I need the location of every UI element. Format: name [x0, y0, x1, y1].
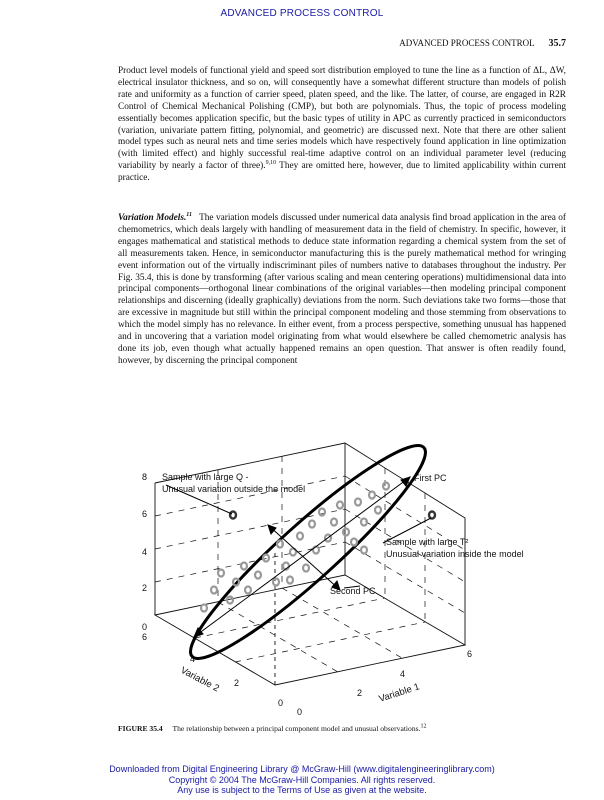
second-pc-label: Second PC [330, 586, 376, 596]
z-tick-2: 2 [142, 583, 148, 593]
large-q-label-line2: Unusual variation outside the model [162, 484, 306, 494]
large-q-label-line1: Sample with large Q - [162, 472, 249, 482]
v2-tick-2: 2 [234, 678, 240, 688]
body-paragraph-1 [118, 66, 566, 185]
footer-line-2: Copyright © 2004 The McGraw-Hill Companies. All rights reserved. [168, 774, 436, 785]
z-tick-6: 6 [142, 509, 148, 519]
z-axis-ticks [142, 472, 147, 632]
z-tick-8: 8 [142, 472, 148, 482]
box-floor [155, 575, 465, 685]
first-pc-label: First PC [414, 473, 447, 483]
footer-line-1: Downloaded from Digital Engineering Library @ McGraw-Hill (www.digitalengineeringlibrary.com) [109, 764, 495, 774]
pca-3d-figure [118, 440, 578, 725]
figure-caption [118, 724, 566, 733]
body-paragraph-2 [118, 213, 566, 368]
figure-caption-ref: 12 [420, 723, 427, 730]
v1-tick-6: 6 [467, 649, 473, 659]
paragraph-1-text: Product level models of functional yield and speed sort distribution employed to tune the line as a function of ΔL, ΔW, electrical insulator thickness, and so on, will consequently have a somewhat different structure than models of polish rate and uniformity as a function of carrier speed, platen speed, and the like. The latter, of course, are engaged in R2R Control of Chemical Mechanical Polishing (CMP), but both are polynomials. Thus, the topic of process modeling essentially becomes application specific, but the basic types of utility in APC as currently practiced in semiconductors (variation, univariate pattern fitting, polynomial, and geometric) are discussed next. Note that there are other salient model types such as neural nets and time series models which have respectively found application in line optimization (with limited effect) and highly successful real-time adaptive control on an individual parameter level (reducing variability by nearly a factor of three). [118, 66, 566, 172]
paragraph-1-tail: They are omitted here, however, due to limited applicability within current practice. [118, 161, 566, 184]
page-number: 35.7 [548, 38, 566, 49]
z-tick-4: 4 [142, 547, 148, 557]
variable2-label: Variable 2 [178, 664, 221, 695]
download-footer [0, 764, 604, 796]
outlier-large-q [230, 512, 236, 519]
footer-line-3: Any use is subject to the Terms of Use as given at the website. [177, 785, 427, 796]
figure-caption-text: The relationship between a principal component model and unusual observations. [172, 724, 421, 733]
z-tick-0: 0 [142, 622, 148, 632]
paragraph-2-text: The variation models discussed under numerical data analysis find broad application in the area of chemometrics, which deals largely with handling of measurement data in the field of chemistry. In specific, however, it engages mathematical and statistical methods to deduce state information regarding a chemical system from the set of all measurements taken. Hence, in semiconductor manufacturing this is the purely mathematical method for wringing event information out of the virtually indiscriminant piles of numbers native to databases throughout the industry. Per Fig. 35.4, this is done by transforming (after various scaling and mean centering operations) multidimensional data into principal components—orthogonal linear combinations of the original variables—then modeling principal component relationships and discerning (ideally graphically) deviations from the norm. Such deviations take two forms—those that are excessive in magnitude but still within the principal component modeling and those stemming from observations to which the model simply has no relevance. In either event, from a process perspective, something unusual has happened and in uncovering that a variation model originating from what would elsewhere be called chemometric analysis has done its job, even though what actually happened remains an open question. That answer is often readily found, however, by discerning the principal component [118, 213, 566, 366]
v2-tick-4: 4 [190, 654, 196, 664]
v1-tick-4: 4 [400, 669, 406, 679]
variation-models-ref: 11 [186, 211, 192, 218]
variable1-label: Variable 1 [377, 681, 421, 705]
v2-tick-0: 0 [278, 698, 284, 708]
variation-models-heading: Variation Models. [118, 213, 187, 223]
outlier-large-t2 [429, 512, 435, 519]
paragraph-1-refs: 9,10 [265, 160, 277, 167]
variable2-axis [142, 632, 283, 708]
figure-label: FIGURE 35.4 [118, 724, 163, 733]
running-head [399, 38, 566, 49]
top-banner: ADVANCED PROCESS CONTROL [220, 8, 384, 19]
large-t2-label-line2: Unusual variation inside the model [386, 549, 524, 559]
large-t2-label-line1: Sample with large T² [386, 537, 469, 547]
v1-tick-0: 0 [297, 707, 303, 717]
v1-tick-2: 2 [357, 688, 363, 698]
running-head-title: ADVANCED PROCESS CONTROL [399, 38, 535, 48]
v2-tick-6: 6 [142, 632, 148, 642]
variable1-axis [297, 649, 472, 717]
